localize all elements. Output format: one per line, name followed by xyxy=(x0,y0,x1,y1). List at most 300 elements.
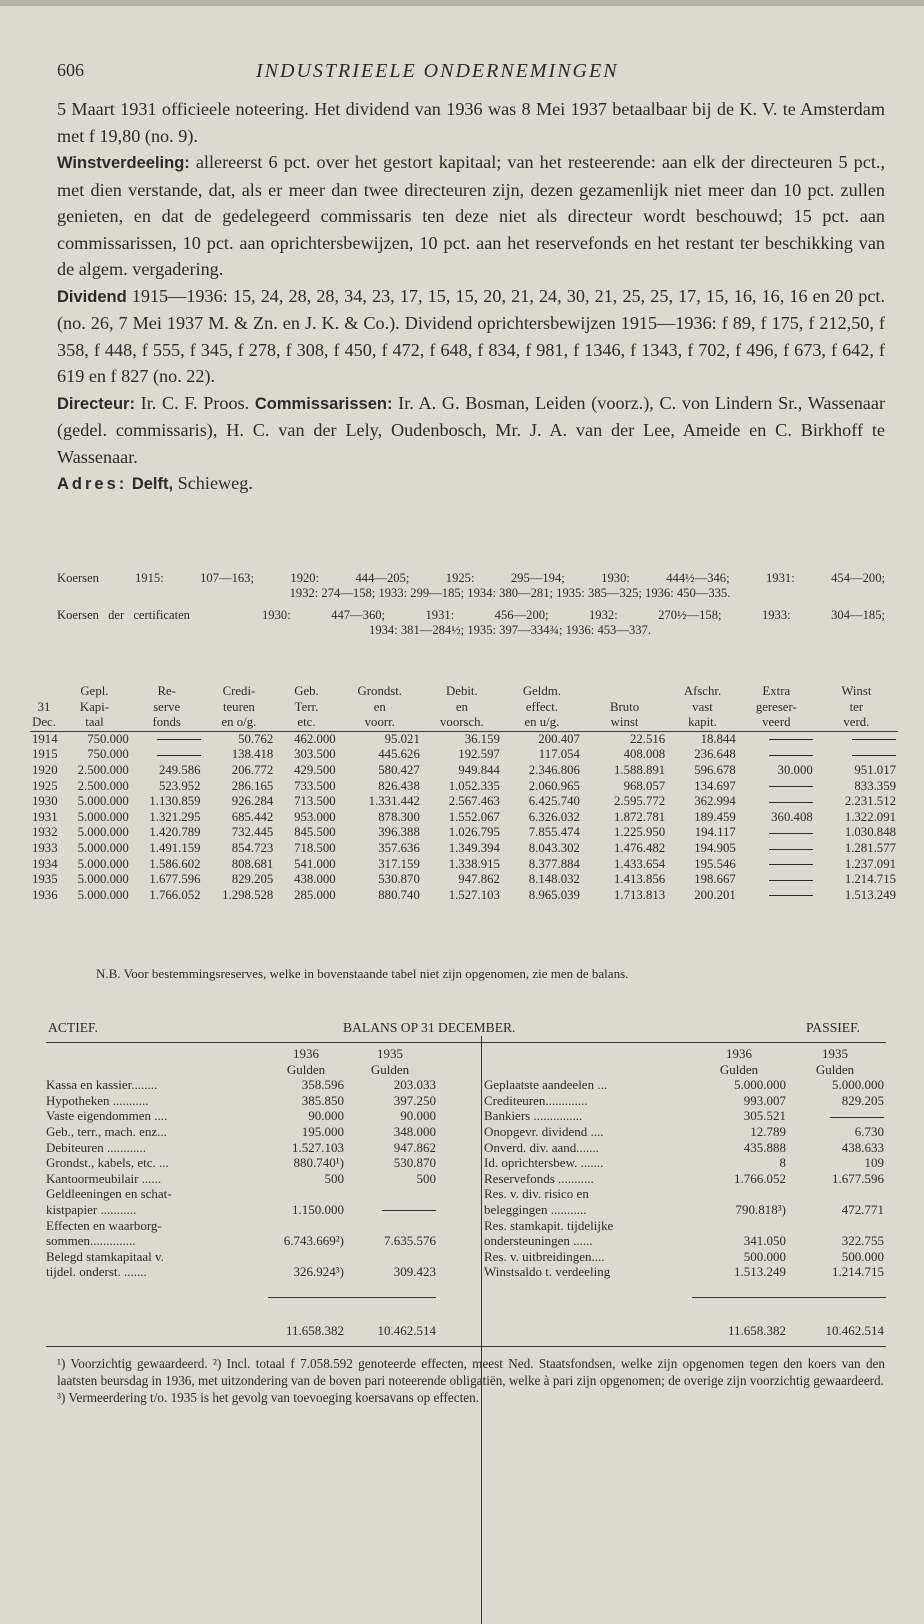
column-header: ter xyxy=(849,699,864,714)
balance-row xyxy=(46,1108,476,1124)
table-row xyxy=(30,810,898,826)
unit-header: Gulden xyxy=(370,1061,410,1077)
dividend-history-paragraph xyxy=(57,283,885,390)
column-header: Geldm. xyxy=(522,684,561,698)
balance-value: 1.677.596 xyxy=(832,1170,884,1186)
total-value: 10.462.514 xyxy=(825,1323,884,1338)
liabilities-total-row xyxy=(484,1323,884,1339)
financial-statistics-table xyxy=(30,684,898,903)
balance-item-label: Reservefonds ........... xyxy=(484,1170,594,1186)
balance-item-label: Vaste eigendommen .... xyxy=(46,1108,168,1124)
value-cell: 2.500.000 xyxy=(77,762,129,777)
value-cell: 1.476.482 xyxy=(613,840,666,855)
balance-value: 438.633 xyxy=(841,1139,884,1155)
column-header: Debit. xyxy=(446,684,478,698)
director-label: Directeur: xyxy=(57,394,135,413)
value-cell: 718.500 xyxy=(294,840,336,855)
value-cell: 949.844 xyxy=(458,762,500,777)
top-edge xyxy=(0,0,924,6)
value-cell: 194.905 xyxy=(694,840,736,855)
director-text: Ir. C. F. Proos. xyxy=(134,392,255,413)
balance-row xyxy=(484,1093,886,1109)
balance-value: 472.771 xyxy=(841,1201,884,1217)
value-cell: 1.872.781 xyxy=(613,809,666,824)
value-cell: 1.420.789 xyxy=(149,825,201,840)
balance-value xyxy=(692,1218,786,1234)
value-cell: 953.000 xyxy=(294,809,336,824)
table-row xyxy=(30,794,898,810)
prices-line: 1930: 447—360; 1931: 456—200; 1932: 270½—158; 1933: 304—185; xyxy=(262,608,885,622)
year-cell: 1935 xyxy=(32,872,58,887)
table-row xyxy=(30,747,898,763)
address-city: Delft, xyxy=(131,475,174,493)
balance-item-label: kistpapier ........... xyxy=(46,1201,137,1217)
value-cell: 880.740 xyxy=(378,887,420,902)
dash-cell xyxy=(738,872,815,888)
year-cell: 1932 xyxy=(32,825,58,840)
balance-value: 5.000.000 xyxy=(734,1077,786,1093)
table-row xyxy=(30,825,898,841)
dash-cell xyxy=(815,731,898,747)
balance-bottom-rule xyxy=(46,1346,886,1347)
balance-row xyxy=(484,1140,886,1156)
balance-value: 385.850 xyxy=(301,1092,344,1108)
running-title: INDUSTRIEELE ONDERNEMINGEN xyxy=(256,60,619,82)
balance-item-label: Hypotheken ........... xyxy=(46,1092,149,1108)
value-cell: 236.648 xyxy=(694,747,736,762)
value-cell: 206.772 xyxy=(231,762,274,777)
value-cell: 6.326.032 xyxy=(528,809,580,824)
balance-value: 12.789 xyxy=(750,1123,786,1139)
year-cell: 1930 xyxy=(32,794,58,809)
balance-value: 203.033 xyxy=(393,1077,436,1093)
value-cell: 713.500 xyxy=(294,794,336,809)
value-cell: 18.844 xyxy=(700,731,736,746)
column-header: Re- xyxy=(157,684,176,698)
value-cell: 1.491.159 xyxy=(149,840,201,855)
page-header xyxy=(0,60,924,90)
balance-row xyxy=(484,1155,886,1171)
value-cell: 1.026.795 xyxy=(448,825,500,840)
balance-row xyxy=(46,1249,476,1265)
balance-row xyxy=(46,1218,476,1234)
balance-value: 530.870 xyxy=(393,1155,436,1171)
balance-item-label: Res. stamkapit. tijdelijke xyxy=(484,1217,614,1233)
column-header: effect. xyxy=(525,699,558,714)
value-cell: 845.500 xyxy=(294,825,336,840)
value-cell: 2.231.512 xyxy=(844,794,896,809)
value-cell: 833.359 xyxy=(854,778,896,793)
value-cell: 947.862 xyxy=(458,872,500,887)
value-cell: 2.060.965 xyxy=(528,778,580,793)
balance-value: 435.888 xyxy=(743,1139,786,1155)
value-cell: 286.165 xyxy=(231,778,274,793)
balance-row xyxy=(484,1249,886,1265)
prices-label: Koersen xyxy=(57,571,99,585)
value-cell: 1.433.654 xyxy=(613,856,666,871)
column-divider xyxy=(481,1036,482,1624)
column-header: en xyxy=(455,699,468,714)
balance-item-label: tijdel. onderst. ....... xyxy=(46,1264,147,1280)
balance-value xyxy=(268,1218,344,1234)
column-header: Grondst. xyxy=(357,684,402,698)
column-header: en u/g. xyxy=(502,715,582,731)
value-cell: 5.000.000 xyxy=(77,794,129,809)
column-header: winst xyxy=(582,715,667,731)
balance-value xyxy=(268,1249,344,1265)
year-cell: 1936 xyxy=(32,887,58,902)
dividend-payment-paragraph: 5 Maart 1931 officieele noteering. Het dividend van 1936 was 8 Mei 1937 betaalbaar bij de K. V. te Amsterdam met f 19,80 (no. 9). xyxy=(57,99,885,146)
value-cell: 192.597 xyxy=(458,747,500,762)
column-header: serve xyxy=(153,699,181,714)
value-cell: 8.965.039 xyxy=(528,887,580,902)
balance-item-label: Effecten en waarborg- xyxy=(46,1217,162,1233)
column-header: Bruto xyxy=(609,699,640,714)
value-cell: 8.043.302 xyxy=(528,840,580,855)
year-header: 1936 xyxy=(293,1046,319,1061)
assets-total-row xyxy=(46,1323,436,1339)
value-cell: 1.588.891 xyxy=(613,762,666,777)
balance-item-label: Belegd stamkapitaal v. xyxy=(46,1248,164,1264)
balance-value: 322.755 xyxy=(841,1233,884,1249)
value-cell: 2.595.772 xyxy=(613,794,666,809)
column-header: 31 xyxy=(37,699,51,714)
value-cell: 1.677.596 xyxy=(149,872,201,887)
value-cell: 95.021 xyxy=(384,731,420,746)
column-header: en xyxy=(373,699,386,714)
balance-item-label: Geldleeningen en schat- xyxy=(46,1186,172,1202)
column-header: Geb. xyxy=(294,684,319,698)
unit-header: Gulden xyxy=(286,1061,326,1077)
value-cell: 1.349.394 xyxy=(448,840,500,855)
value-cell: 1.130.859 xyxy=(149,794,201,809)
balance-value: 6.730 xyxy=(854,1123,884,1139)
balance-row xyxy=(484,1202,886,1218)
balance-value: 500.000 xyxy=(841,1248,884,1264)
balance-item-label: Geplaatste aandeelen ... xyxy=(484,1077,608,1093)
value-cell: 732.445 xyxy=(231,825,274,840)
profit-distribution-text: allereerst 6 pct. over het gestort kapitaal; van het resteerende: aan elk der directeuren 5 pct., met dien verstande, dat, als er meer dan twee directeuren zijn, dezen gezamenlijk niet meer dan 10 pct. zullen genieten, en dat de gedelegeerd commissaris ten deze niet als directeur wordt beschouwd; 15 pct. aan commissarissen, 10 pct. aan oprichtersbewijzen, 10 pct. aan het reservefonds en het restant ter beschikking van de algem. vergadering. xyxy=(57,152,885,279)
table-row xyxy=(30,888,898,904)
balance-value: 8 xyxy=(779,1155,786,1171)
year-header: 1935 xyxy=(377,1046,403,1061)
balance-item-label: Res. v. div. risico en xyxy=(484,1186,589,1202)
prices-line: 1915: 107—163; 1920: 444—205; 1925: 295—194; 1930: 444½—346; 1931: 454—200; xyxy=(135,571,885,585)
dash-cell xyxy=(738,779,815,795)
value-cell: 134.697 xyxy=(694,778,736,793)
management-paragraph xyxy=(57,390,885,471)
commissioners-text: Ir. A. G. Bosman, Leiden (voorz.), C. von Lindern Sr., Wassenaar (gedel. commissaris), H. C. van der Lely, Oudenbosch, Mr. J. A. van der Lee, Ameide en C. Birkhoff te Wassenaar. xyxy=(57,392,885,467)
dash-cell xyxy=(131,747,203,763)
year-cell: 1931 xyxy=(32,809,58,824)
value-cell: 750.000 xyxy=(87,747,129,762)
value-cell: 462.000 xyxy=(294,731,336,746)
nb-note: N.B. Voor bestemmingsreserves, welke in bovenstaande tabel niet zijn opgenomen, zie men de balans. xyxy=(96,966,629,981)
year-cell: 1914 xyxy=(32,731,58,746)
balance-value: 1.766.052 xyxy=(734,1170,786,1186)
balance-value: 1.527.103 xyxy=(292,1139,344,1155)
value-cell: 445.626 xyxy=(378,747,420,762)
value-cell: 2.346.806 xyxy=(528,762,580,777)
balance-value: 500.000 xyxy=(743,1248,786,1264)
column-header: Afschr. xyxy=(683,684,722,698)
total-value: 11.658.382 xyxy=(285,1323,344,1338)
value-cell: 750.000 xyxy=(87,731,129,746)
value-cell: 1.413.856 xyxy=(613,872,666,887)
balance-value: 358.596 xyxy=(301,1077,344,1093)
value-cell: 8.377.884 xyxy=(528,856,580,871)
column-header: Dec. xyxy=(30,715,58,731)
dividend-history-text: 1915—1936: 15, 24, 28, 28, 34, 23, 17, 15, 15, 20, 21, 24, 30, 21, 25, 25, 17, 15, 16, 16, 16 en 20 pct. (no. 26, 7 Mei 1937 M. & Zn. en J. K. & Co.). Dividend oprichtersbewijzen 1915—1936: f 89, f 175, f 212,50, f 358, f 448, f 555, f 345, f 278, f 308, f 450, f 472, f 648, f 834, f 981, f 1346, f 1343, f 702, f 496, f 673, f 642, f 619 en f 827 (no. 22). xyxy=(57,285,885,386)
balance-value xyxy=(268,1186,344,1202)
prices-line: 1934: 381—284½; 1935: 397—334¾; 1936: 453—337. xyxy=(369,623,651,637)
value-cell: 5.000.000 xyxy=(77,887,129,902)
value-cell: 968.057 xyxy=(623,778,666,793)
column-header: Gepl. xyxy=(80,684,109,698)
value-cell: 1.586.602 xyxy=(149,856,201,871)
balance-value: 790.818³) xyxy=(735,1201,786,1217)
balance-title: BALANS OP 31 DECEMBER. xyxy=(343,1020,516,1035)
balance-value: 880.740¹) xyxy=(293,1155,344,1171)
value-cell: 200.407 xyxy=(538,731,580,746)
balance-value xyxy=(786,1218,884,1234)
value-cell: 408.008 xyxy=(623,747,666,762)
table-row xyxy=(30,779,898,795)
liabilities-label: PASSIEF. xyxy=(806,1020,860,1035)
column-header: gereser- xyxy=(755,699,797,714)
value-cell: 1.552.067 xyxy=(448,809,500,824)
value-cell: 596.678 xyxy=(694,762,736,777)
value-cell: 1.052.335 xyxy=(448,778,500,793)
value-cell: 826.438 xyxy=(378,778,420,793)
column-header: fonds xyxy=(131,715,203,731)
balance-value: 1.214.715 xyxy=(832,1264,884,1280)
page-number: 606 xyxy=(57,60,84,80)
body-text xyxy=(57,96,885,498)
balance-row xyxy=(484,1264,886,1280)
value-cell: 1.331.442 xyxy=(368,794,420,809)
value-cell: 733.500 xyxy=(294,778,336,793)
balance-value: 829.205 xyxy=(841,1092,884,1108)
dash-cell xyxy=(815,747,898,763)
value-cell: 808.681 xyxy=(231,856,274,871)
table-row xyxy=(30,763,898,779)
balance-value: 90.000 xyxy=(400,1108,436,1124)
balance-item-label: Geb., terr., mach. enz... xyxy=(46,1123,167,1139)
value-cell: 249.586 xyxy=(158,762,201,777)
column-header: voorsch. xyxy=(422,715,502,731)
value-cell: 7.855.474 xyxy=(528,825,580,840)
value-cell: 303.500 xyxy=(294,747,336,762)
value-cell: 200.201 xyxy=(694,887,736,902)
year-cell: 1925 xyxy=(32,778,58,793)
column-header: Credi- xyxy=(222,684,256,698)
balance-value: 7.635.576 xyxy=(384,1233,436,1249)
value-cell: 1.321.295 xyxy=(149,809,201,824)
balance-value: 195.000 xyxy=(301,1123,344,1139)
balance-row xyxy=(484,1077,886,1093)
value-cell: 317.159 xyxy=(378,856,420,871)
assets-label: ACTIEF. xyxy=(48,1020,98,1035)
value-cell: 926.284 xyxy=(231,794,274,809)
balance-row xyxy=(46,1171,476,1187)
balance-row xyxy=(46,1233,476,1249)
profit-distribution-paragraph xyxy=(57,149,885,283)
balance-row xyxy=(46,1140,476,1156)
share-prices xyxy=(57,571,885,638)
balance-row xyxy=(46,1264,476,1280)
value-cell: 362.994 xyxy=(694,794,736,809)
balance-item-label: Kassa en kassier........ xyxy=(46,1077,158,1093)
value-cell: 360.408 xyxy=(771,809,813,824)
balance-value xyxy=(344,1218,436,1234)
value-cell: 1.527.103 xyxy=(448,887,500,902)
value-cell: 1.322.091 xyxy=(844,809,896,824)
balance-row xyxy=(484,1218,886,1234)
value-cell: 30.000 xyxy=(777,762,813,777)
address-street: Schieweg. xyxy=(173,473,253,493)
dash-cell xyxy=(738,857,815,873)
column-header: Terr. xyxy=(294,699,319,714)
balance-value: 6.743.669²) xyxy=(283,1233,344,1249)
value-cell: 541.000 xyxy=(294,856,336,871)
balance-item-label: Winstsaldo t. verdeeling xyxy=(484,1264,611,1280)
value-cell: 1.214.715 xyxy=(844,872,896,887)
value-cell: 8.148.032 xyxy=(528,872,580,887)
value-cell: 357.636 xyxy=(378,840,420,855)
balance-item-label: Bankiers ............... xyxy=(484,1108,583,1124)
value-cell: 36.159 xyxy=(464,731,500,746)
balance-item-label: sommen.............. xyxy=(46,1233,136,1249)
value-cell: 22.516 xyxy=(629,731,666,746)
balance-item-label: Onopgevr. dividend .... xyxy=(484,1123,604,1139)
balance-row xyxy=(484,1108,886,1124)
column-header: Kapi- xyxy=(79,699,110,714)
value-cell: 2.567.463 xyxy=(448,794,500,809)
value-cell: 438.000 xyxy=(294,872,336,887)
value-cell: 1.338.915 xyxy=(448,856,500,871)
column-header: verd. xyxy=(815,715,898,731)
unit-header: Gulden xyxy=(719,1061,759,1077)
value-cell: 1.281.577 xyxy=(844,840,896,855)
value-cell: 6.425.740 xyxy=(528,794,580,809)
balance-value: 309.423 xyxy=(393,1264,436,1280)
table-row xyxy=(30,857,898,873)
year-cell: 1915 xyxy=(32,747,58,762)
column-header: kapit. xyxy=(667,715,738,731)
footnote-3: ³) Vermeerdering t/o. 1935 is het gevolg van toevoeging koersavans op effecten. xyxy=(57,1390,480,1405)
column-header xyxy=(30,684,58,700)
value-cell: 523.952 xyxy=(158,778,201,793)
balance-value: 305.521 xyxy=(743,1108,786,1124)
dash-cell xyxy=(131,731,203,747)
dash-cell xyxy=(738,747,815,763)
footnote-1-2: ¹) Voorzichtig gewaardeerd. ²) Incl. totaal f 7.058.592 genoteerde effecten, meest Ned. Staatsfondsen, welke zijn opgenomen tegen den koers van den laatsten beursdag in 1936, met uitzondering van de boven pari noteerende obligatiën, welke à pari zijn opgenomen; de overige zijn voorzichtig gewaardeerd. xyxy=(57,1356,885,1388)
value-cell: 396.388 xyxy=(378,825,420,840)
balance-row xyxy=(484,1233,886,1249)
balance-value xyxy=(786,1186,884,1202)
balance-value: 348.000 xyxy=(393,1123,436,1139)
year-cell: 1933 xyxy=(32,840,58,855)
balance-row xyxy=(484,1186,886,1202)
value-cell: 854.723 xyxy=(231,840,274,855)
value-cell: 194.117 xyxy=(694,825,736,840)
table-row xyxy=(30,872,898,888)
balance-value: 341.050 xyxy=(743,1233,786,1249)
balance-row xyxy=(484,1124,886,1140)
balance-row xyxy=(46,1124,476,1140)
balance-item-label: Onverd. div. aand....... xyxy=(484,1139,600,1155)
unit-header: Gulden xyxy=(815,1061,855,1077)
total-value: 11.658.382 xyxy=(727,1323,786,1338)
dash-cell xyxy=(786,1108,884,1124)
value-cell: 5.000.000 xyxy=(77,872,129,887)
value-cell: 138.418 xyxy=(231,747,274,762)
balance-row xyxy=(46,1077,476,1093)
balance-value: 109 xyxy=(864,1155,884,1171)
column-header xyxy=(582,684,667,700)
assets-total-rule xyxy=(268,1297,436,1298)
table-row xyxy=(30,731,898,747)
year-header: 1935 xyxy=(822,1046,848,1061)
value-cell: 5.000.000 xyxy=(77,840,129,855)
value-cell: 5.000.000 xyxy=(77,856,129,871)
dash-cell xyxy=(738,825,815,841)
balance-value xyxy=(344,1186,436,1202)
dash-cell xyxy=(344,1202,436,1218)
column-header: etc. xyxy=(275,715,337,731)
dash-cell xyxy=(738,841,815,857)
value-cell: 429.500 xyxy=(294,762,336,777)
value-cell: 50.762 xyxy=(238,731,274,746)
dash-cell xyxy=(738,888,815,904)
balance-row xyxy=(46,1186,476,1202)
balance-item-label: Grondst., kabels, etc. ... xyxy=(46,1155,169,1171)
address-paragraph xyxy=(57,470,885,498)
balance-item-label: beleggingen ........... xyxy=(484,1201,587,1217)
value-cell: 580.427 xyxy=(378,762,420,777)
year-header: 1936 xyxy=(726,1046,752,1061)
balance-value: 1.513.249 xyxy=(734,1264,786,1280)
balance-value: 397.250 xyxy=(393,1092,436,1108)
liabilities-total-rule xyxy=(692,1297,886,1298)
balance-item-label: Crediteuren............. xyxy=(484,1092,588,1108)
balance-value: 1.150.000 xyxy=(292,1201,344,1217)
balance-top-rule xyxy=(46,1042,886,1043)
balance-value: 90.000 xyxy=(308,1108,344,1124)
balance-item-label: ondersteuningen ...... xyxy=(484,1233,593,1249)
balance-row xyxy=(46,1155,476,1171)
column-header: taal xyxy=(58,715,131,731)
value-cell: 1.030.848 xyxy=(844,825,896,840)
value-cell: 285.000 xyxy=(294,887,336,902)
column-header: vast xyxy=(692,699,713,714)
balance-value xyxy=(344,1249,436,1265)
column-header: voorr. xyxy=(338,715,422,731)
balance-value: 326.924³) xyxy=(293,1264,344,1280)
value-cell: 685.442 xyxy=(231,809,274,824)
dividend-label: Dividend xyxy=(57,287,127,306)
commissioners-label: Commissarissen: xyxy=(254,394,393,413)
column-header: veerd xyxy=(738,715,815,731)
balance-item-label: Id. oprichtersbew. ....... xyxy=(484,1155,604,1171)
value-cell: 1.766.052 xyxy=(149,887,201,902)
value-cell: 829.205 xyxy=(231,872,274,887)
balance-value: 500 xyxy=(416,1170,436,1186)
value-cell: 1.225.950 xyxy=(613,825,666,840)
value-cell: 5.000.000 xyxy=(77,809,129,824)
balance-value: 5.000.000 xyxy=(832,1077,884,1093)
